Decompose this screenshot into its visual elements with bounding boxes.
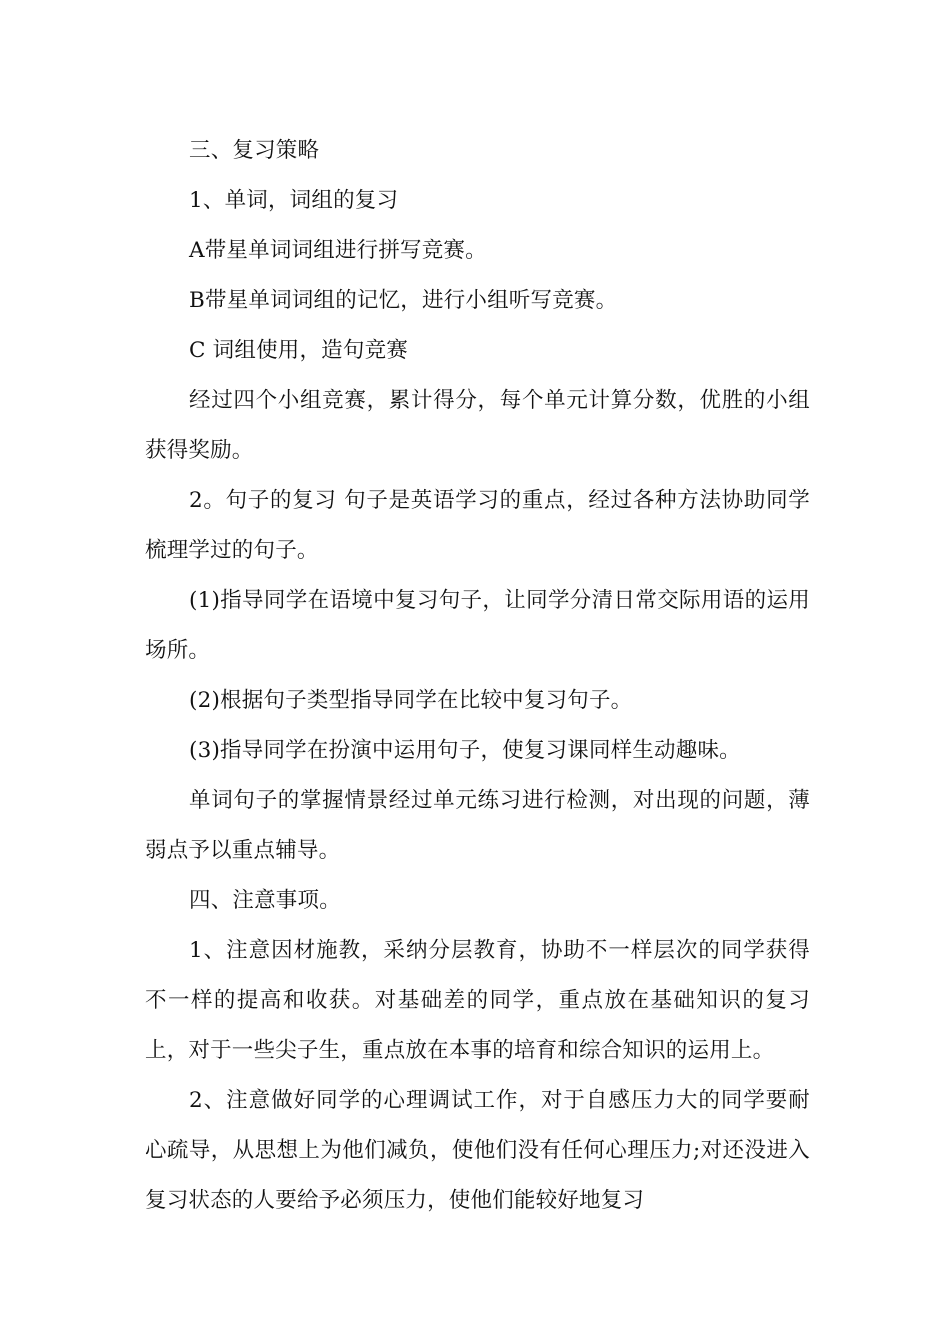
subheading-word-review: 1、单词，词组的复习 xyxy=(189,188,399,213)
list-item-2: (2)根据句子类型指导同学在比较中复习句子。 xyxy=(189,688,633,713)
paragraph-note-2: 2、注意做好同学的心理调试工作，对于自感压力大的同学要耐心疏导，从思想上为他们减负，使他们没有任何心理压力;对还没进入复习状态的人要给予必须压力，使他们能较好地复习 xyxy=(145,1088,810,1213)
paragraph-sentence-review: 2。句子的复习 句子是英语学习的重点，经过各种方法协助同学梳理学过的句子。 xyxy=(145,488,810,563)
section-heading-review-strategy: 三、复习策略 xyxy=(189,138,320,163)
list-item-a: A带星单词词组进行拼写竞赛。 xyxy=(189,238,487,263)
list-item-1: (1)指导同学在语境中复习句子，让同学分清日常交际用语的运用场所。 xyxy=(145,588,810,663)
paragraph-group-competition: 经过四个小组竞赛，累计得分，每个单元计算分数，优胜的小组获得奖励。 xyxy=(145,388,810,463)
document-body xyxy=(145,126,810,1226)
paragraph-unit-testing: 单词句子的掌握情景经过单元练习进行检测，对出现的问题，薄弱点予以重点辅导。 xyxy=(145,788,810,863)
list-item-b: B带星单词词组的记忆，进行小组听写竞赛。 xyxy=(189,288,618,313)
section-heading-notes: 四、注意事项。 xyxy=(189,888,341,913)
list-item-3: (3)指导同学在扮演中运用句子，使复习课同样生动趣味。 xyxy=(189,738,741,763)
list-item-c: C 词组使用，造句竞赛 xyxy=(189,338,408,363)
paragraph-note-1: 1、注意因材施教，采纳分层教育，协助不一样层次的同学获得不一样的提高和收获。对基础差的同学，重点放在基础知识的复习上，对于一些尖子生，重点放在本事的培育和综合知识的运用上。 xyxy=(145,938,810,1063)
